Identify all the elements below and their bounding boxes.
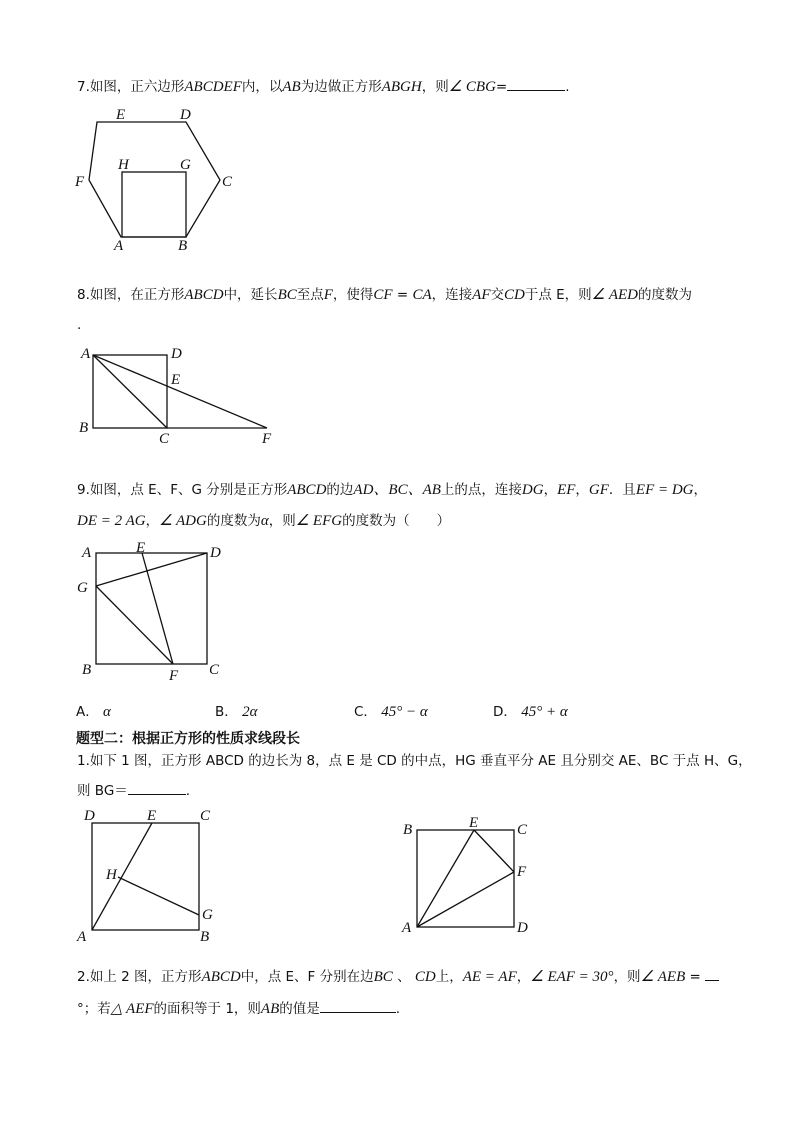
label-b: B [403, 822, 413, 838]
label-b: B [178, 238, 188, 254]
answer-blank [320, 1000, 396, 1013]
p1-question: 1.如下 1 图，正方形 ABCD 的边长为 8，点 E 是 CD 的中点，HG 垂直平分 AE 且分别交 AE、BC 于点 H、G， [77, 753, 752, 769]
label-f: F [262, 431, 272, 447]
label-c: C [209, 662, 220, 678]
segment-ae [417, 830, 474, 927]
p1-question-line2: 则 BG＝ . [77, 783, 191, 799]
label-c: C [159, 431, 170, 447]
label-e: E [147, 808, 157, 824]
q8-square-figure [75, 340, 285, 448]
label-b: B [82, 662, 92, 678]
label-f: F [517, 864, 527, 880]
label-b: B [79, 420, 89, 436]
p1-figure-1 [72, 805, 232, 945]
answer-blank [507, 78, 565, 91]
label-h: H [118, 157, 129, 173]
q9-question-line2: DE = 2 AG，∠ ADG的度数为α，则∠ EFG的度数为（ ） [77, 513, 451, 529]
segment-gd [96, 553, 207, 586]
choice-a[interactable]: A． α [76, 704, 111, 720]
label-d: D [517, 920, 528, 936]
label-a: A [81, 346, 91, 362]
label-d: D [84, 808, 95, 824]
q7-question: 7.如图，正六边形ABCDEF内，以AB为边做正方形ABGH，则∠ CBG= . [77, 79, 570, 95]
segment-af [93, 355, 267, 428]
label-d: D [210, 545, 221, 561]
label-b: B [200, 929, 210, 945]
p1-figure-2 [398, 812, 548, 937]
label-c: C [200, 808, 211, 824]
choice-b[interactable]: B． 2α [215, 704, 258, 720]
segment-ef [474, 830, 514, 872]
label-g: G [180, 157, 191, 173]
label-f: F [169, 668, 179, 684]
section-heading: 题型二：根据正方形的性质求线段长 [76, 731, 300, 747]
label-a: A [402, 920, 412, 936]
label-e: E [469, 815, 479, 831]
label-a: A [114, 238, 124, 254]
segment-hg [118, 877, 199, 915]
label-e: E [171, 372, 181, 388]
segment-ae [92, 823, 152, 930]
hexagon [89, 122, 220, 237]
label-d: D [180, 107, 191, 123]
label-c: C [517, 822, 528, 838]
square-abgh [122, 172, 186, 237]
segment-ef [142, 553, 173, 664]
label-e: E [136, 540, 146, 556]
q7-hexagon-figure [70, 100, 250, 255]
diagonal-ac [93, 355, 167, 428]
label-f: F [75, 174, 85, 190]
answer-blank [128, 782, 186, 795]
label-d: D [171, 346, 182, 362]
choice-d[interactable]: D． 45° + α [493, 704, 568, 720]
label-g: G [77, 580, 88, 596]
label-g: G [202, 907, 213, 923]
q8-question: 8.如图，在正方形ABCD中，延长BC至点F，使得CF = CA，连接AF交CD于点 E，则∠ AED的度数为 [77, 287, 693, 303]
label-c: C [222, 174, 233, 190]
label-h: H [106, 867, 117, 883]
label-a: A [82, 545, 92, 561]
p2-question: 2.如上 2 图，正方形ABCD中，点 E、F 分别在边BC 、 CD上，AE = AF，∠ EAF = 30°，则∠ AEB = [77, 968, 719, 986]
choice-c[interactable]: C． 45° − α [354, 704, 428, 720]
q9-question: 9.如图，点 E、F、G 分别是正方形ABCD的边AD、BC、AB上的点，连接DG，EF，GF．且EF = DG， [77, 482, 708, 498]
label-e: E [116, 107, 126, 123]
q8-question-end: . [77, 317, 82, 333]
segment-af [417, 872, 514, 927]
q9-square-figure [72, 540, 232, 685]
answer-blank [705, 968, 719, 981]
label-a: A [77, 929, 87, 945]
p2-question-line2: °；若△ AEF的面积等于 1，则AB的值是 . [77, 1001, 401, 1017]
